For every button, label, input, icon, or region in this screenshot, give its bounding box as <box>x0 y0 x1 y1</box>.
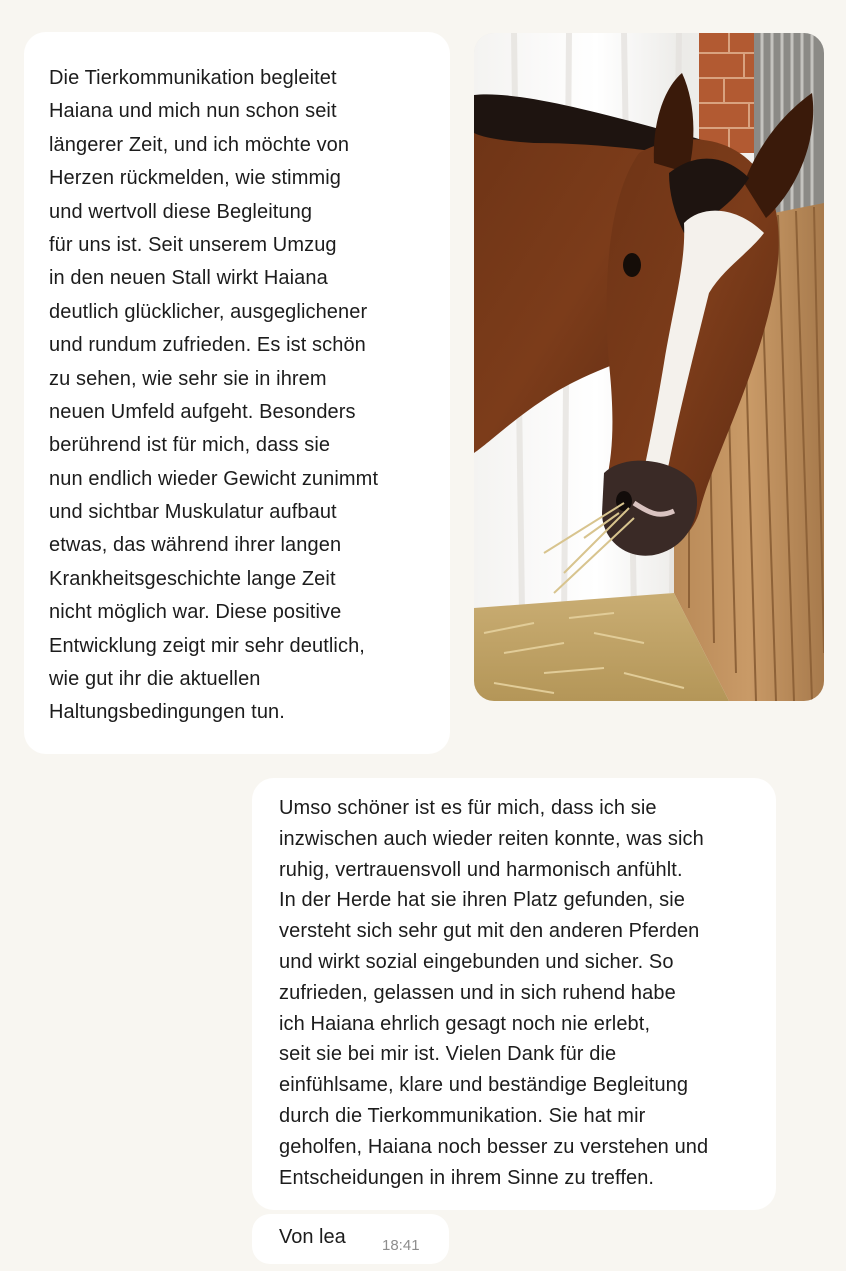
message-line: in den neuen Stall wirkt Haiana <box>49 267 328 290</box>
message-line: Die Tierkommunikation begleitet <box>49 67 337 89</box>
message-line: berührend ist für mich, dass sie <box>49 434 331 457</box>
message-line: Entscheidungen in ihrem Sinne zu treffen. <box>279 1166 655 1189</box>
message-timestamp: 18:41 <box>382 1237 420 1254</box>
message-bubble-1[interactable] <box>24 32 450 754</box>
message-line: nun endlich wieder Gewicht zunimmt <box>49 467 379 490</box>
message-line: inzwischen auch wieder reiten konnte, was sich <box>279 827 704 850</box>
message-line: zu sehen, wie sehr sie in ihrem <box>49 367 327 390</box>
message-line: deutlich glücklicher, ausgeglichener <box>49 300 368 323</box>
message-line: versteht sich sehr gut mit den anderen Pferden <box>279 920 700 943</box>
message-line: durch die Tierkommunikation. Sie hat mir <box>279 1104 646 1127</box>
message-line: nicht möglich war. Diese positive <box>49 601 342 624</box>
message-line: neuen Umfeld aufgeht. Besonders <box>49 400 356 423</box>
message-line: und wertvoll diese Begleitung <box>49 200 313 223</box>
horse-photo[interactable] <box>474 33 824 701</box>
horse-image <box>474 33 824 701</box>
signature-bubble[interactable] <box>252 1214 449 1264</box>
message-line: und sichtbar Muskulatur aufbaut <box>49 501 337 524</box>
message-line: geholfen, Haiana noch besser zu verstehen und <box>279 1135 709 1158</box>
message-line: und rundum zufrieden. Es ist schön <box>49 334 366 357</box>
signature-text: Von lea <box>279 1226 346 1248</box>
message-line: längerer Zeit, und ich möchte von <box>49 133 350 156</box>
message-line: Krankheitsgeschichte lange Zeit <box>49 567 336 590</box>
message-line: ruhig, vertrauensvoll und harmonisch anfühlt. <box>279 858 683 881</box>
message-line: Umso schöner ist es für mich, dass ich sie <box>279 797 657 819</box>
message-line: ich Haiana ehrlich gesagt noch nie erlebt, <box>279 1012 651 1035</box>
message-line: Haiana und mich nun schon seit <box>49 100 337 123</box>
message-line: Herzen rückmelden, wie stimmig <box>49 167 341 190</box>
message-line: für uns ist. Seit unserem Umzug <box>49 233 337 256</box>
message-text-1 <box>49 62 450 730</box>
message-line: Entwicklung zeigt mir sehr deutlich, <box>49 634 365 657</box>
message-line: In der Herde hat sie ihren Platz gefunden, sie <box>279 889 685 912</box>
message-line: und wirkt sozial eingebunden und sicher. So <box>279 950 674 973</box>
message-bubble-2[interactable] <box>252 778 776 1210</box>
message-line: seit sie bei mir ist. Vielen Dank für die <box>279 1043 617 1066</box>
message-line: Haltungsbedingungen tun. <box>49 701 285 724</box>
message-text-2 <box>279 793 776 1193</box>
message-line: wie gut ihr die aktuellen <box>49 668 261 691</box>
message-line: zufrieden, gelassen und in sich ruhend habe <box>279 981 676 1004</box>
message-line: etwas, das während ihrer langen <box>49 534 342 557</box>
message-line: einfühlsame, klare und beständige Begleitung <box>279 1074 689 1097</box>
